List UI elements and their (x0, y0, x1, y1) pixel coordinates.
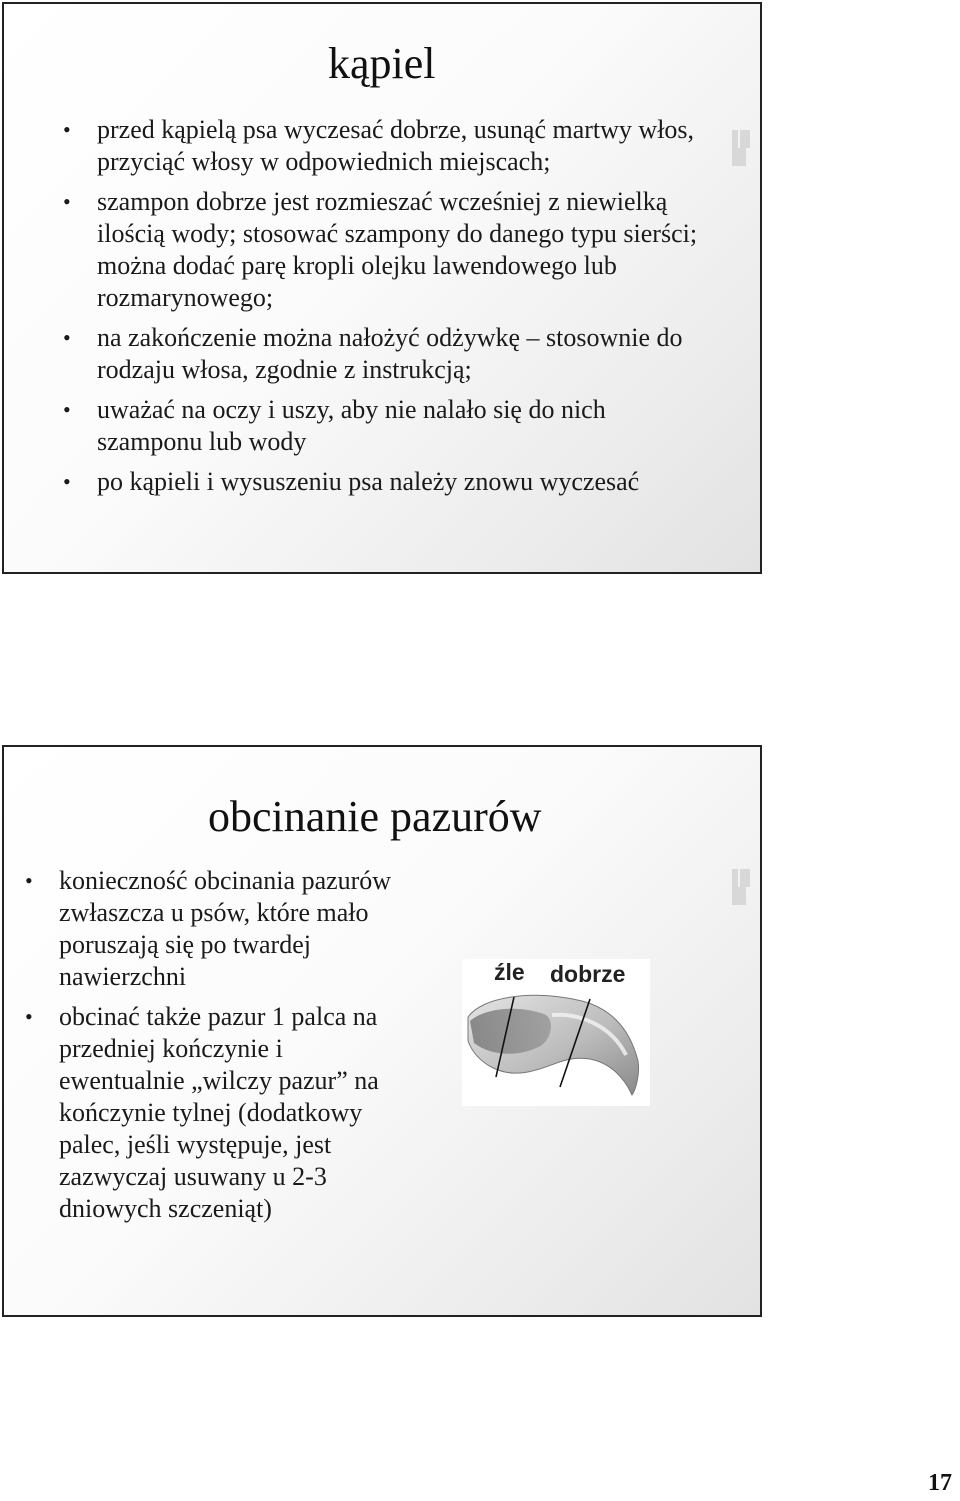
list-item: • na zakończenie można nałożyć odżywkę – stosownie do rodzaju włosa, zgodnie z instrukcją; (97, 322, 717, 386)
slide-obcinanie-pazurow (2, 745, 762, 1317)
page-number: 17 (928, 1470, 952, 1496)
list-item: • po kąpieli i wysuszeniu psa należy znowu wyczesać (97, 466, 717, 498)
claw-figure (462, 959, 650, 1106)
slide-title: obcinanie pazurów (208, 792, 542, 841)
figure-label-bad: źle (494, 959, 525, 985)
bullet-list (59, 865, 404, 1233)
list-item: • przed kąpielą psa wyczesać dobrze, usunąć martwy włos, przyciąć włosy w odpowiednich miejscach; (97, 114, 717, 178)
list-item: • obcinać także pazur 1 palca na przedniej kończynie i ewentualnie „wilczy pazur” na kończynie tylnej (dodatkowy palec, jeśli występuje, jest zazwyczaj usuwany u 2-3 dniowych szczeniąt) (59, 1001, 404, 1225)
slide-kapiel (2, 2, 762, 574)
decorative-bars (732, 869, 760, 905)
bullet-list (97, 114, 717, 506)
slide-title: kąpiel (328, 39, 436, 88)
list-item: • szampon dobrze jest rozmieszać wcześniej z niewielką ilością wody; stosować szampony do danego typu sierści; można dodać parę kropli olejku lawendowego lub rozmarynowego; (97, 186, 717, 314)
list-item: • konieczność obcinania pazurów zwłaszcza u psów, które mało poruszają się po twardej nawierzchni (59, 865, 404, 993)
list-item: • uważać na oczy i uszy, aby nie nalało się do nich szamponu lub wody (97, 394, 717, 458)
decorative-bars (732, 130, 760, 166)
figure-label-good: dobrze (550, 961, 626, 987)
